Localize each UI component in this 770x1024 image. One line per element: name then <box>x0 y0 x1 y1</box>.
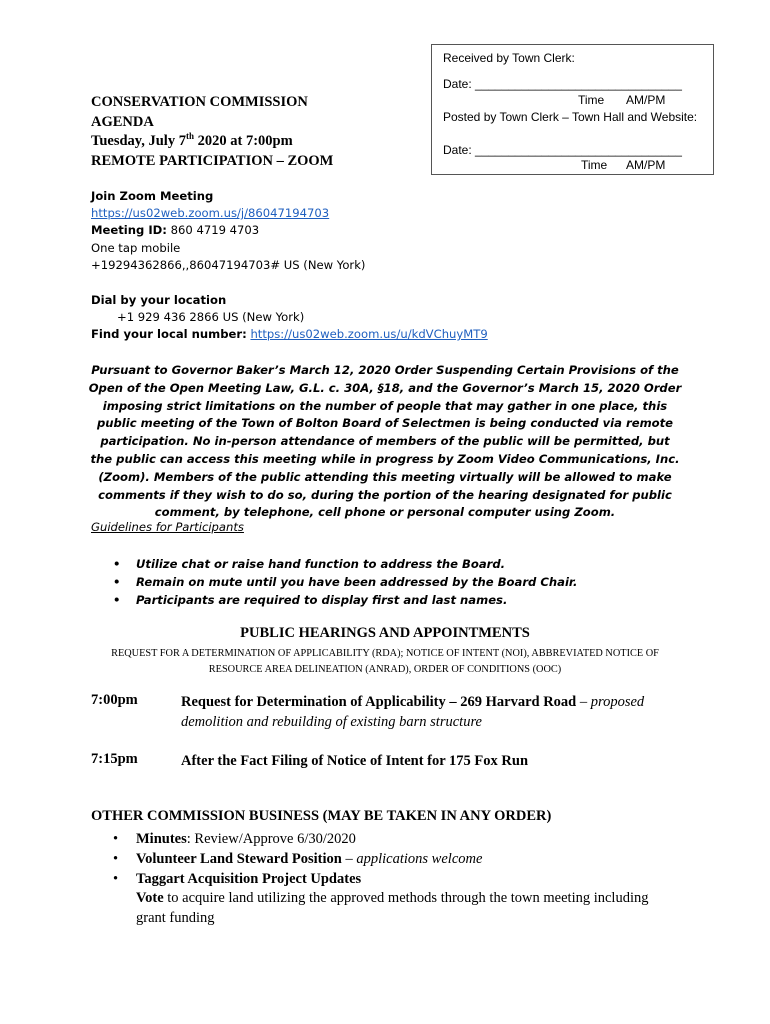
guideline-item: • Remain on mute until you have been addressed by the Board Chair. <box>91 573 577 591</box>
vote-item: Vote to acquire land utilizing the approved methods through the town meeting including grant funding <box>136 890 649 927</box>
zoom-join-link[interactable]: https://us02web.zoom.us/j/86047194703 <box>91 206 330 220</box>
public-hearings-subtitle: REQUEST FOR A DETERMINATION OF APPLICABILITY (RDA); NOTICE OF INTENT (NOI), ABBREVIATED NOTICE OF RESOURCE AREA DELINEATION (ANRAD), ORDER OF CONDITIONS (OOC) <box>111 648 659 675</box>
dial-by-location-label: Dial by your location <box>91 293 227 307</box>
guidelines-title: Guidelines for Participants <box>91 520 244 534</box>
clerk-stamp-box <box>431 44 714 175</box>
commission-name: CONSERVATION COMMISSION <box>91 94 308 110</box>
guideline-item: • Utilize chat or raise hand function to address the Board. <box>91 555 577 573</box>
guideline-item: • Participants are required to display first and last names. <box>91 591 577 609</box>
local-number-line: Find your local number: https://us02web.zoom.us/u/kdVChuyMT9 <box>91 327 488 341</box>
public-hearings-title: PUBLIC HEARINGS AND APPOINTMENTS <box>240 625 530 641</box>
guidelines-list <box>91 555 577 609</box>
other-business-list <box>91 830 681 929</box>
posted-date-line: Date: _______________________________ <box>443 143 682 157</box>
meeting-id: Meeting ID: 860 4719 4703 <box>91 223 260 237</box>
meeting-date: Tuesday, July 7th 2020 at 7:00pm <box>91 131 293 149</box>
posted-ampm-label: AM/PM <box>626 158 666 172</box>
hearing-time: 7:15pm <box>91 751 138 767</box>
agenda-title-block <box>91 93 333 171</box>
hearing-time: 7:00pm <box>91 692 138 708</box>
received-label: Received by Town Clerk: <box>443 51 575 65</box>
one-tap-number: +19294362866,,86047194703# US (New York) <box>91 258 366 272</box>
join-zoom-label: Join Zoom Meeting <box>91 189 214 203</box>
minutes-item: • Minutes: Review/Approve 6/30/2020 <box>91 830 681 850</box>
received-time-label: Time <box>578 93 605 107</box>
one-tap-label: One tap mobile <box>91 241 181 255</box>
hearing-item: Request for Determination of Applicability – 269 Harvard Road – proposed demolition and rebuilding of existing barn structure <box>181 694 645 730</box>
posted-label: Posted by Town Clerk – Town Hall and Website: <box>443 110 698 124</box>
participation-mode: REMOTE PARTICIPATION – ZOOM <box>91 152 334 169</box>
pursuant-notice: Pursuant to Governor Baker’s March 12, 2020 Order Suspending Certain Provisions of the Open of the Open Meeting Law, G.L. c. 30A, §18, and the Governor’s March 15, 2020 Order imposing strict limitations on the number of people that may gather in one place, this public meeting of the Town of Bolton Board of Selectmen is being conducted via remote participation. No in-person attendance of members of the public will be permitted, but the public can access this meeting while in progress by Zoom Video Communications, Inc. (Zoom). Members of the public attending this meeting virtually will be allowed to make comments if they wish to do so, during the portion of the hearing designated for public comment, by telephone, cell phone or personal computer using Zoom. <box>88 363 682 520</box>
taggart-item: • Taggart Acquisition Project Updates <box>91 870 681 890</box>
other-business-title: OTHER COMMISSION BUSINESS (MAY BE TAKEN IN ANY ORDER) <box>91 808 552 824</box>
volunteer-item: • Volunteer Land Steward Position – applications welcome <box>91 850 681 870</box>
received-date-line: Date: _______________________________ <box>443 77 682 91</box>
agenda-label: AGENDA <box>91 113 154 130</box>
hearing-item: After the Fact Filing of Notice of Intent for 175 Fox Run <box>181 753 529 769</box>
dial-number: +1 929 436 2866 US (New York) <box>117 310 305 324</box>
local-number-link[interactable]: https://us02web.zoom.us/u/kdVChuyMT9 <box>250 327 488 341</box>
posted-time-label: Time <box>581 158 608 172</box>
received-ampm-label: AM/PM <box>626 93 666 107</box>
